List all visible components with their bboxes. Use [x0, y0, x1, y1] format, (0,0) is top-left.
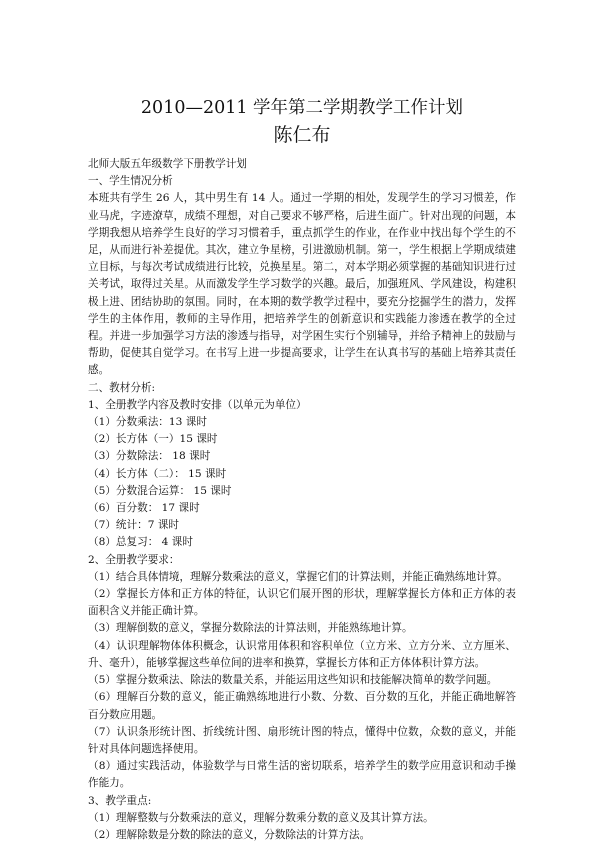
subsection-heading-key-points: 3、教学重点: — [88, 794, 152, 807]
schedule-item: （1）分数乘法：13 课时 — [88, 416, 207, 429]
requirement-item: （1）结合具体情境，理解分数乘法的意义，掌握它们的计算法则，并能正确熟练地计算。 — [88, 570, 508, 583]
subsection-heading-requirements: 2、全册教学要求： — [88, 553, 180, 566]
student-analysis-paragraph: 本班共有学生 26 人，其中男生有 14 人。通过一学期的相处，发现学生的学习习惯差，作业马虎，字迹潦草，成绩不理想，对自己要求不够严格，后进生面广。针对出现的问题，本学期我想从培养学生良好的学习习惯着手，重点抓学生的作业，在作业中找出每个学生的不足，从而进行补差提优。其次，建立争星榜，引进激励机制。第一，学生根据上学期成绩建立目标，与每次考试成绩进行比较，兑换星星。第二，对本学期必须掌握的基础知识进行过关考试，取得过关星。从而激发学生学习数学的兴趣。最后，加强班风、学风建设，构建积极上进、团结协助的氛围。同时，在本期的数学教学过程中，要充分挖掘学生的潜力，发挥学生的主体作用，教师的主导作用，把培养学生的创新意识和实践能力渗透在教学的全过程。并进一步加强学习方法的渗透与指导，对学困生实行个别辅导，并给予精神上的鼓励与帮助，促使其自觉学习。在书写上进一步提高要求，让学生在认真书写的基础上培养其责任感。 — [88, 192, 516, 377]
schedule-item: （5）分数混合运算： 15 课时 — [88, 484, 232, 497]
schedule-item: （3）分数除法： 18 课时 — [88, 450, 211, 463]
schedule-item: （2）长方体（一）15 课时 — [88, 433, 218, 446]
document-title: 2010—2011 学年第二学期教学工作计划 — [140, 98, 464, 118]
requirement-item: （7）认识条形统计图、折线统计图、扇形统计图的特点，懂得中位数，众数的意义，并能针对具体问题选择使用。 — [88, 725, 516, 755]
schedule-item: （8）总复习： 4 课时 — [88, 536, 193, 549]
author-name: 陈仁布 — [273, 124, 331, 146]
requirement-item: （5）掌握分数乘法、除法的数量关系，并能运用这些知识和技能解决简单的数学问题。 — [88, 674, 498, 687]
requirement-item: （8）通过实践活动，体验数学与日常生活的密切联系，培养学生的数学应用意识和动手操作能力。 — [88, 760, 516, 790]
requirement-item: （6）理解百分数的意义，能正确熟练地进行小数、分数、百分数的互化，并能正确地解答百分数应用题。 — [88, 691, 516, 721]
section-heading-student-analysis: 一、学生情况分析 — [88, 175, 173, 188]
requirement-item: （2）掌握长方体和正方体的特征，认识它们展开图的形状，理解掌握长方体和正方体的表面积含义并能正确计算。 — [88, 588, 516, 618]
section-heading-textbook-analysis: 二、教材分析: — [88, 381, 156, 394]
schedule-item: （6）百分数： 17 课时 — [88, 502, 200, 515]
subsection-heading-content-schedule: 1、全册教学内容及教时安排（以单元为单位） — [88, 398, 307, 411]
schedule-item: （7）统计：7 课时 — [88, 519, 180, 532]
key-point-item: （1）理解整数与分数乘法的意义，理解分数乘分数的意义及其计算方法。 — [88, 811, 434, 824]
schedule-item: （4）长方体（二）： 15 课时 — [88, 467, 227, 480]
document-subtitle: 北师大版五年级数学下册教学计划 — [88, 158, 247, 170]
requirement-item: （4）认识理解物体体积概念，认识常用体积和容积单位（立方米、立方分米、立方厘米、升、毫升），能够掌握这些单位间的进率和换算，掌握长方体和正方体体积计算方法。 — [88, 639, 516, 669]
document-page — [88, 96, 516, 844]
requirement-item: （3）理解倒数的意义，掌握分数除法的计算法则，并能熟练地计算。 — [88, 622, 413, 635]
key-point-item: （2）理解除数是分数的除法的意义，分数除法的计算方法。 — [88, 828, 371, 841]
